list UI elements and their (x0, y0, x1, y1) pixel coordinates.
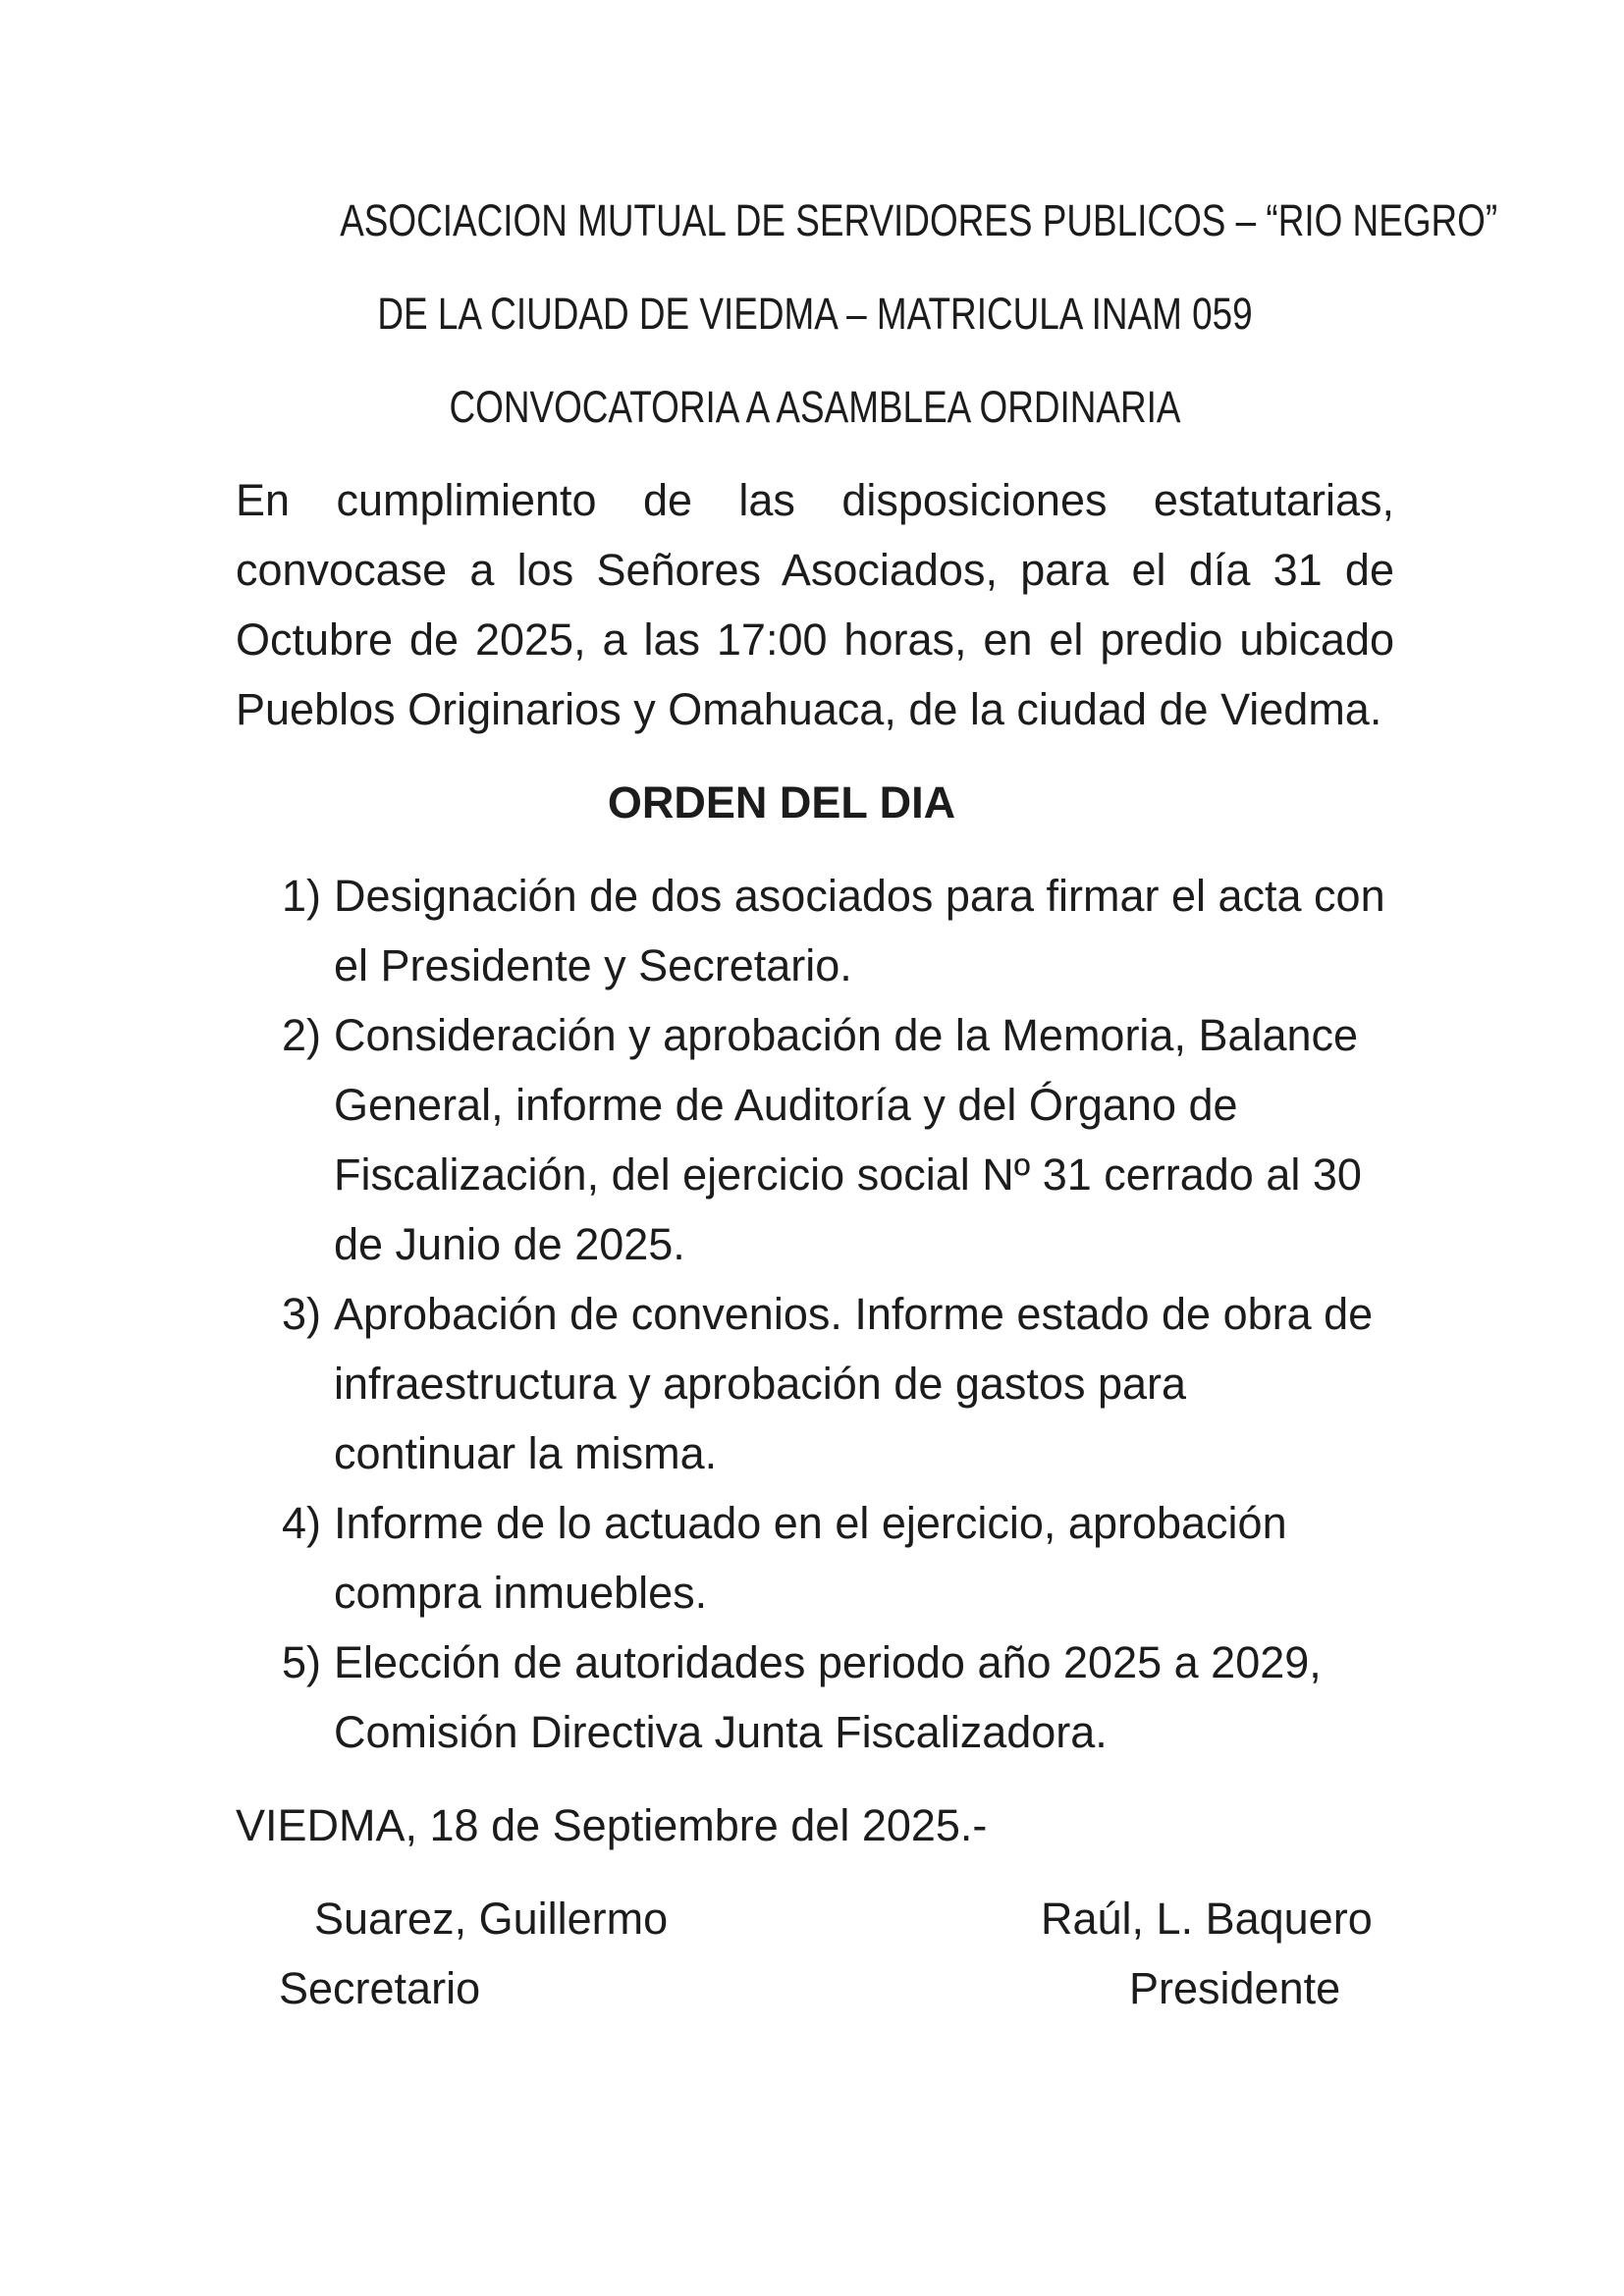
agenda-item-line: Fiscalización, del ejercicio social Nº 31 cerrado al 30 (334, 1149, 1362, 1200)
agenda-item (236, 1279, 1394, 1488)
signature-roles-row (236, 1953, 1394, 2023)
document-content (236, 186, 1498, 2023)
agenda-item-number: 5) (282, 1637, 322, 1687)
secretary-role: Secretario (279, 1963, 481, 2013)
agenda-item (236, 1628, 1394, 1767)
intro-paragraph (236, 465, 1394, 744)
agenda-item-line: General, informe de Auditoría y del Órgano de (334, 1080, 1238, 1130)
agenda-item-line: Comisión Directiva Junta Fiscalizadora. (334, 1707, 1108, 1757)
intro-line: convocase a los Señores Asociados, para el día 31 de (236, 545, 1394, 595)
agenda-list (236, 861, 1394, 1767)
agenda-item (236, 1488, 1394, 1628)
agenda-item-line: Elección de autoridades periodo año 2025 a 2029, (334, 1637, 1322, 1687)
agenda-item-number: 2) (282, 1010, 322, 1060)
agenda-item-number: 4) (282, 1498, 322, 1548)
agenda-item-line: el Presidente y Secretario. (334, 940, 852, 990)
agenda-item-number: 1) (282, 871, 322, 921)
intro-line: En cumplimiento de las disposiciones estatutarias, (236, 475, 1394, 525)
secretary-name: Suarez, Guillermo (314, 1894, 669, 1944)
agenda-item-number: 3) (282, 1289, 322, 1339)
doc-title-line-2: DE LA CIUDAD DE VIEDMA – MATRICULA INAM 059 (377, 289, 1253, 339)
agenda-item-line: Designación de dos asociados para firmar el acta con (334, 871, 1385, 921)
agenda-item-line: Consideración y aprobación de la Memoria, Balance (334, 1010, 1359, 1060)
agenda-heading: ORDEN DEL DIA (607, 777, 956, 828)
doc-title-line-3: CONVOCATORIA A ASAMBLEA ORDINARIA (449, 382, 1181, 432)
intro-line: Pueblos Originarios y Omahuaca, de la ciudad de Viedma. (236, 684, 1382, 734)
intro-line: Octubre de 2025, a las 17:00 horas, en el predio ubicado (236, 614, 1394, 665)
agenda-item-line: infraestructura y aprobación de gastos para (334, 1359, 1187, 1409)
president-role: Presidente (1129, 1963, 1341, 2013)
agenda-item-line: Aprobación de convenios. Informe estado de obra de (334, 1289, 1374, 1339)
agenda-item-line: continuar la misma. (334, 1428, 718, 1478)
doc-title-line-1: ASOCIACION MUTUAL DE SERVIDORES PUBLICOS – “RIO NEGRO” (340, 195, 1498, 245)
dateline: VIEDMA, 18 de Septiembre del 2025.- (236, 1800, 988, 1850)
agenda-item (236, 1000, 1394, 1279)
agenda-item-line: compra inmuebles. (334, 1568, 708, 1618)
agenda-item-line: Informe de lo actuado en el ejercicio, aprobación (334, 1498, 1287, 1548)
agenda-item-line: de Junio de 2025. (334, 1219, 685, 1269)
agenda-item (236, 861, 1394, 1000)
president-name: Raúl, L. Baquero (1041, 1894, 1373, 1944)
signature-names-row (236, 1884, 1394, 1953)
